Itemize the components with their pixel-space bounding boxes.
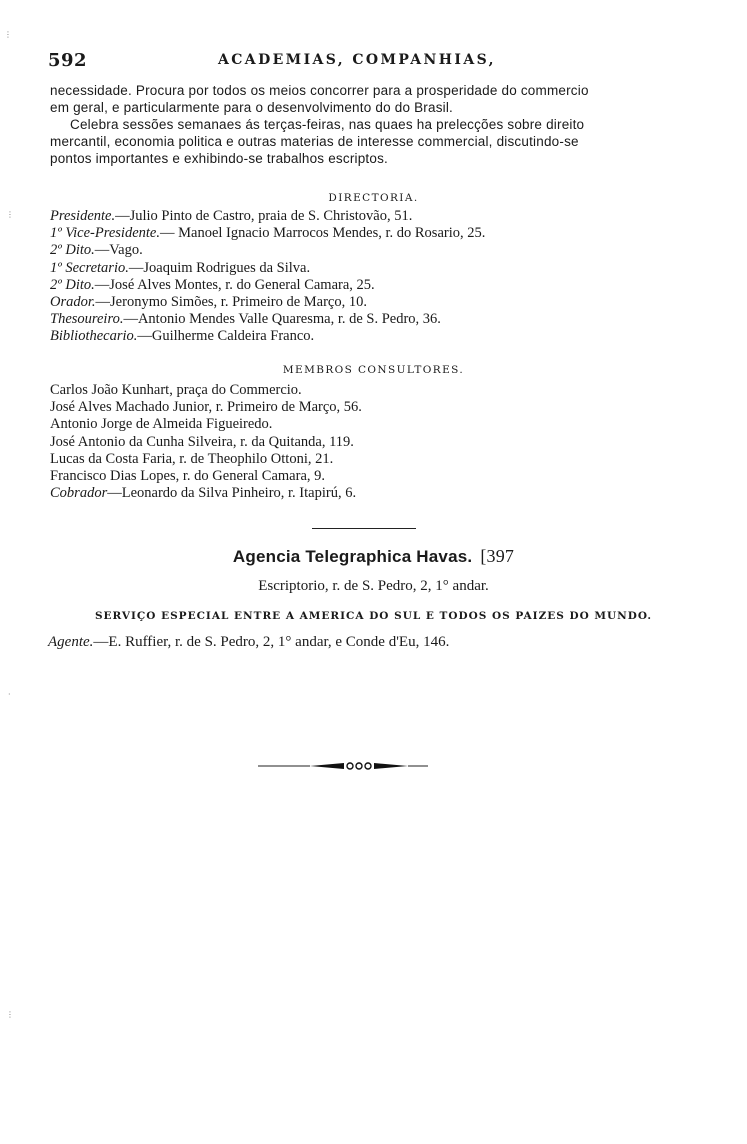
section-divider	[312, 528, 416, 529]
membros-list	[50, 382, 700, 502]
agency-service: SERVIÇO ESPECIAL ENTRE A AMERICA DO SUL E TODOS OS PAIZES DO MUNDO.	[94, 610, 653, 622]
margin-speck-icon: ⋮	[6, 1010, 14, 1019]
membro-row	[50, 434, 700, 451]
intro-paragraphs	[50, 82, 690, 167]
row-text: —Vago.	[94, 242, 143, 259]
directoria-row	[50, 208, 700, 225]
directoria-row	[50, 294, 700, 311]
intro-line: pontos importantes e exhibindo-se trabalhos escriptos.	[50, 151, 388, 166]
directoria-list	[50, 208, 700, 346]
row-text: —Jeronymo Simões, r. Primeiro de Março, 10.	[95, 294, 367, 311]
agency-number: [397	[480, 546, 515, 566]
role-label: 1º Vice-Presidente.	[50, 225, 160, 242]
membro-row	[50, 399, 700, 416]
ornament-divider-icon	[258, 758, 428, 774]
row-text: —Joaquim Rodrigues da Silva.	[128, 259, 311, 276]
page-number: 592	[48, 50, 88, 71]
role-label: Presidente.	[50, 208, 116, 224]
role-label: 2º Dito.	[50, 242, 95, 259]
agency-office: Escriptorio, r. de S. Pedro, 2, 1° andar.	[258, 578, 489, 594]
role-label: Agente.	[48, 634, 94, 650]
margin-speck-icon: ⋮	[6, 210, 14, 219]
directoria-row	[50, 328, 700, 345]
intro-line: mercantil, economia politica e outras materias de interesse commercial, discutindo-se	[50, 134, 579, 149]
agency-agent	[48, 634, 449, 651]
membros-heading: MEMBROS CONSULTORES.	[282, 364, 465, 376]
row-text: —Antonio Mendes Valle Quaresma, r. de S. Pedro, 36.	[123, 311, 441, 328]
row-text: Antonio Jorge de Almeida Figueiredo.	[50, 416, 273, 433]
membro-row	[50, 382, 700, 399]
agency-title	[0, 546, 747, 567]
running-head: ACADEMIAS, COMPANHIAS,	[218, 52, 496, 68]
row-text: —Guilherme Caldeira Franco.	[137, 328, 315, 345]
agency-name: Agencia Telegraphica Havas.	[232, 547, 473, 566]
page-header	[48, 50, 528, 74]
row-text: Lucas da Costa Faria, r. de Theophilo Ottoni, 21.	[50, 450, 334, 467]
directoria-row	[50, 311, 700, 328]
membro-row	[50, 416, 700, 433]
row-text: Carlos João Kunhart, praça do Commercio.	[50, 382, 302, 398]
directoria-row	[50, 242, 700, 259]
directoria-row	[50, 260, 700, 277]
role-label: Bibliothecario.	[50, 328, 138, 345]
directoria-heading: DIRECTORIA.	[328, 192, 419, 204]
intro-line: Celebra sessões semanaes ás terças-feiras, nas quaes ha prelecções sobre direito	[70, 117, 585, 132]
row-text: —Julio Pinto de Castro, praia de S. Christovão, 51.	[115, 208, 413, 224]
row-text: José Alves Machado Junior, r. Primeiro de Março, 56.	[50, 399, 362, 416]
membro-row	[50, 468, 700, 485]
row-text: —Leonardo da Silva Pinheiro, r. Itapirú, 6.	[107, 485, 357, 502]
role-label: Cobrador	[50, 485, 108, 502]
role-label: 2º Dito.	[50, 276, 95, 293]
membro-row	[50, 451, 700, 468]
row-text: —José Alves Montes, r. do General Camara, 25.	[94, 276, 375, 293]
intro-line: necessidade. Procura por todos os meios concorrer para a prosperidade do commercio	[50, 83, 589, 98]
row-text: —E. Ruffier, r. de S. Pedro, 2, 1° andar, e Conde d'Eu, 146.	[93, 634, 450, 650]
row-text: — Manoel Ignacio Marrocos Mendes, r. do Rosario, 25.	[159, 225, 486, 242]
margin-speck-icon: ·	[8, 690, 11, 699]
membro-row	[50, 485, 700, 502]
intro-line: em geral, e particularmente para o desenvolvimento do do Brasil.	[50, 100, 454, 115]
directoria-row	[50, 225, 700, 242]
row-text: Francisco Dias Lopes, r. do General Camara, 9.	[50, 468, 326, 485]
role-label: 1º Secretario.	[50, 259, 129, 276]
margin-speck-icon: ⋮	[4, 30, 12, 39]
role-label: Orador.	[50, 294, 96, 311]
role-label: Thesoureiro.	[50, 311, 124, 328]
directoria-row	[50, 277, 700, 294]
row-text: José Antonio da Cunha Silveira, r. da Quitanda, 119.	[50, 433, 354, 450]
